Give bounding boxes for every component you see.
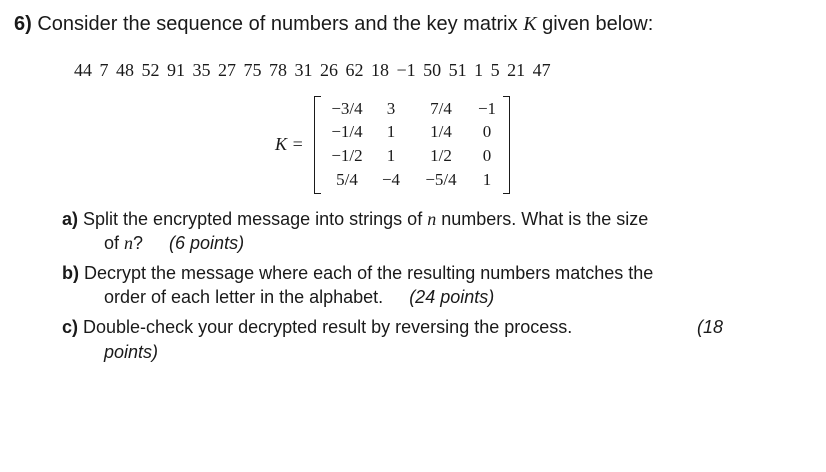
matrix-cell: −1/4 [331,122,363,141]
part-b-label: b) [62,263,79,283]
problem-number: 6) [14,13,32,35]
matrix-cell: 1/4 [430,122,452,141]
part-a-points: (6 points) [169,233,245,253]
matrix-cell: 1 [386,146,396,165]
part-c-text: Double-check your decrypted result by reversing the process. [78,317,573,337]
part-a-text-before: Split the encrypted message into strings of [78,209,428,229]
matrix-cell: 7/4 [430,99,452,118]
matrix-cell: −4 [381,170,401,189]
matrix-cell: 3 [386,99,396,118]
matrix-cell: 1 [482,170,492,189]
part-c-label: c) [62,317,79,337]
part-a-line2-before: of [104,233,125,253]
matrix-cell: −1/2 [331,146,363,165]
matrix-label [275,134,304,155]
part-a-line2 [104,231,244,255]
part-a-variable: n [427,209,437,229]
part-c-points-start: (18 [697,317,724,337]
part-c-points-end: points) [104,342,159,362]
part-a-text-after: numbers. What is the size [436,209,649,229]
part-b-text: Decrypt the message where each of the resulting numbers matches the [79,263,654,283]
heading-text-before: Consider the sequence of numbers and the key matrix [31,13,524,35]
part-a-label: a) [62,209,79,229]
part-a-line2-variable: n [124,233,134,253]
heading-text-after: given below: [536,13,654,35]
encrypted-sequence: 44 7 48 52 91 35 27 75 78 31 26 62 18 −1 50 51 1 5 21 47 [74,60,551,80]
matrix-cell: 1/2 [430,146,452,165]
part-a-line1 [62,207,648,231]
part-a-line2-after: ? [133,233,144,253]
matrix-label-text: K = [275,134,304,154]
matrix-cell: 0 [482,122,492,141]
part-b-text-line2: order of each letter in the alphabet. [104,287,384,307]
matrix-cell: 5/4 [336,170,358,189]
matrix-symbol: K [523,13,537,35]
matrix-cell: 0 [482,146,492,165]
part-b-points: (24 points) [409,287,495,307]
matrix-right-bracket [503,96,510,194]
matrix-cell: −5/4 [425,170,457,189]
part-c-line1 [62,315,572,339]
matrix-cell: 1 [386,122,396,141]
part-b-line1 [62,261,653,285]
matrix-cell: −3/4 [331,99,363,118]
matrix-left-bracket [314,96,321,194]
part-b-line2 [104,285,494,309]
problem-heading [14,13,653,36]
matrix-cell: −1 [477,99,497,118]
